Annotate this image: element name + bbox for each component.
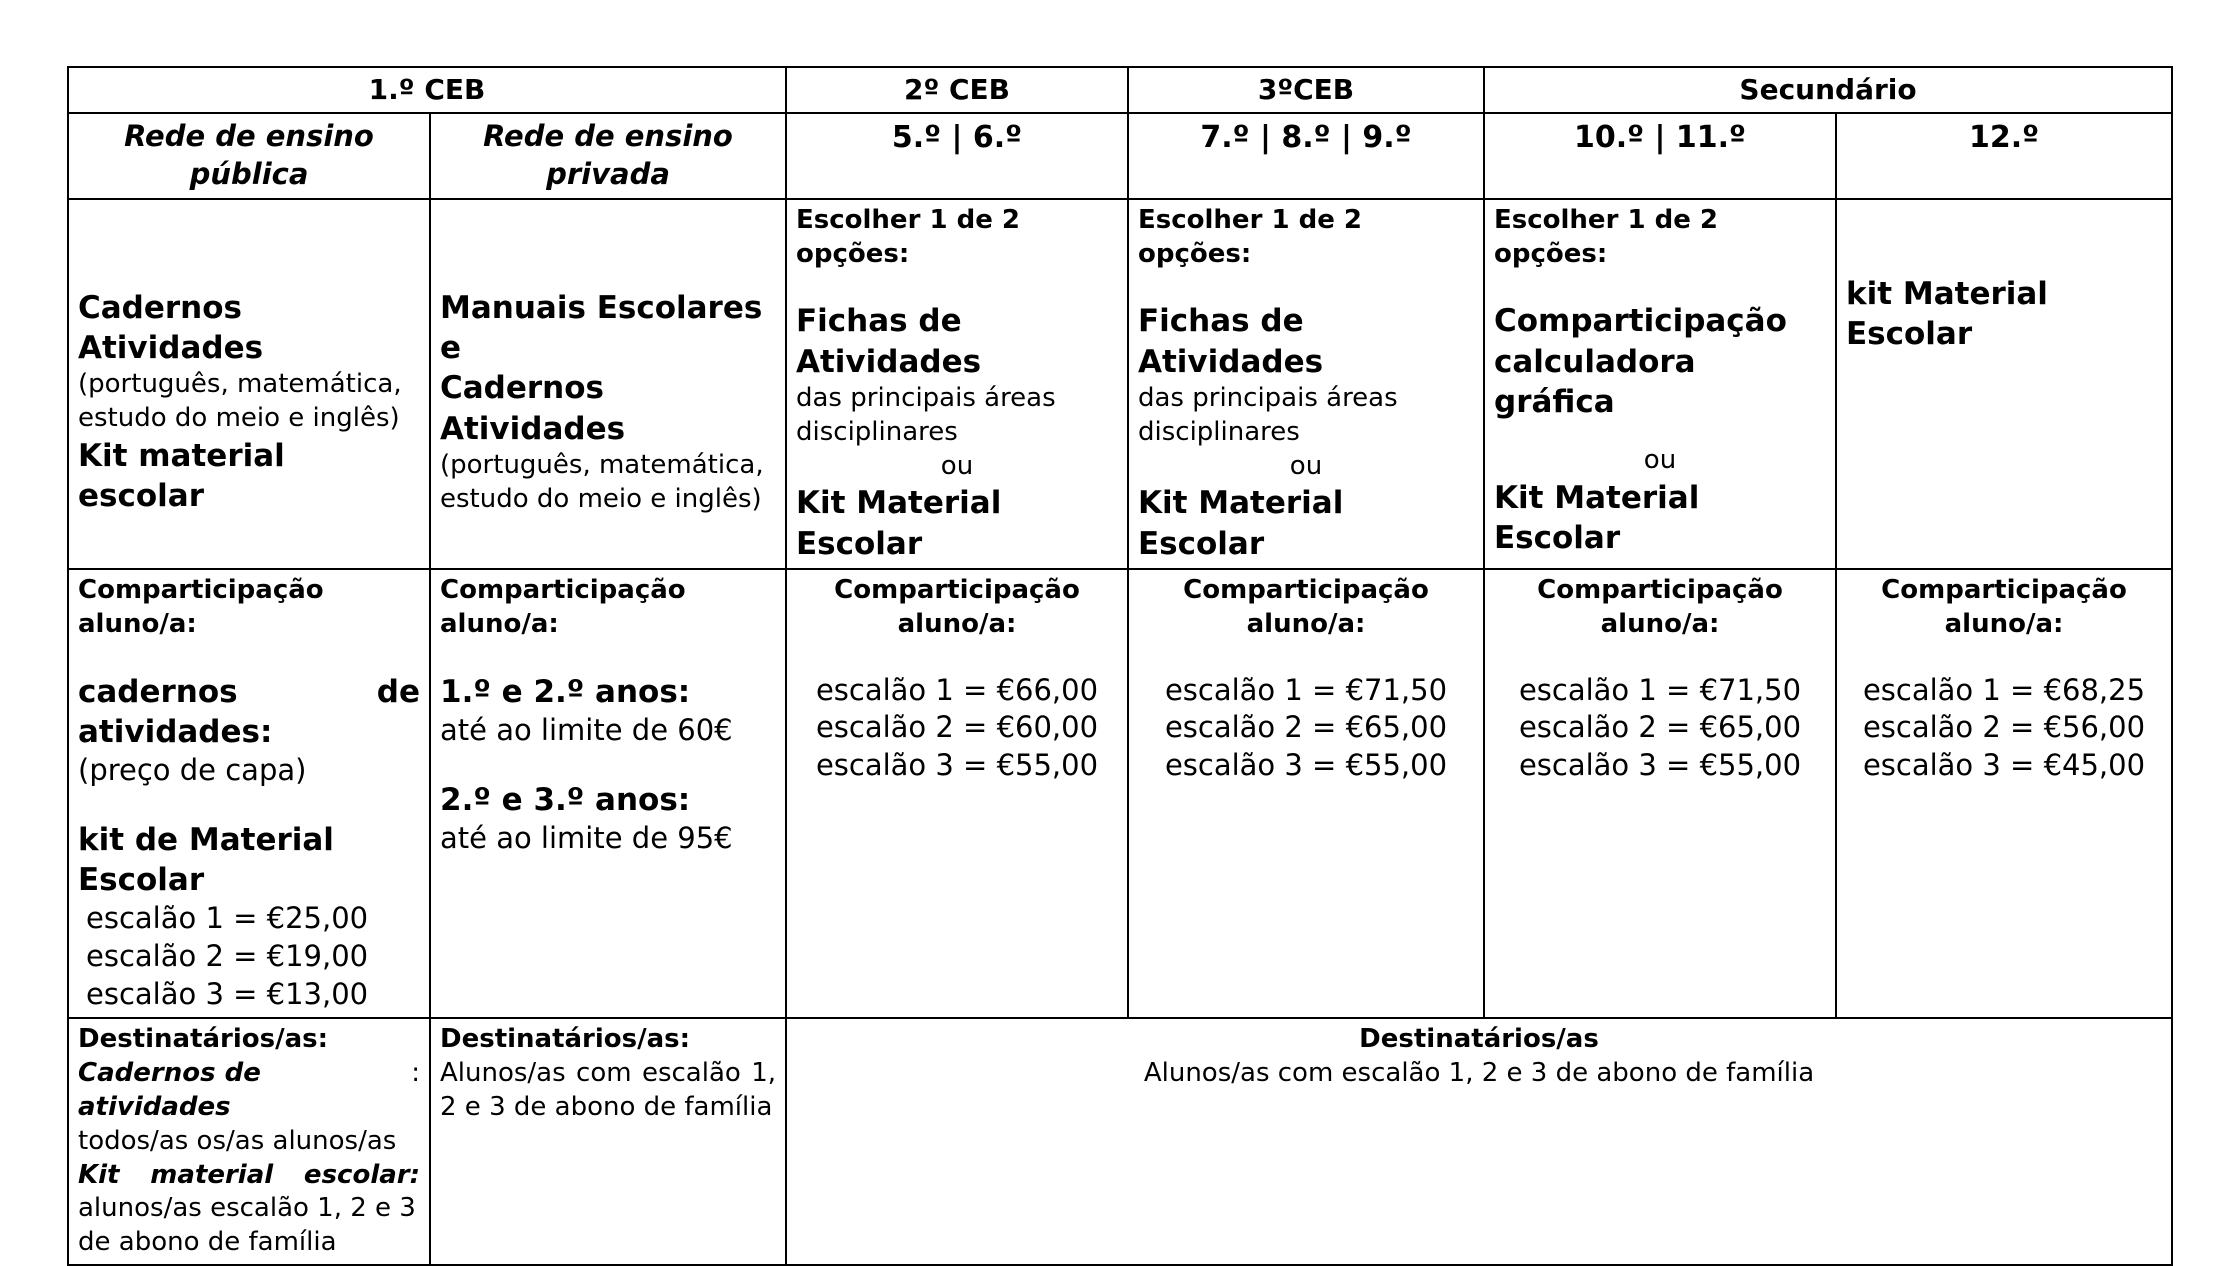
recipients-publica-cad-colon: : (411, 1058, 420, 1089)
contrib-privada-b-title: 2.º e 3.º anos: (440, 781, 691, 818)
contrib-publica-cad-word2: de (376, 673, 420, 710)
recipients-privada-label: Destinatários/as: (440, 1024, 691, 1055)
contrib-3ceb-e1: escalão 1 = €71,50 (1164, 672, 1448, 707)
contrib-3ceb (1128, 569, 1484, 1019)
offer-2ceb-or: ou (940, 450, 974, 481)
subheader-row (68, 113, 2172, 198)
offer-publica-kit: Kit material escolar (78, 437, 285, 515)
contrib-publica-price: (preço de capa) (78, 753, 307, 788)
offer-row (68, 199, 2172, 569)
recipients-publica-kit-text1: alunos/as escalão 1, 2 e 3 (78, 1193, 416, 1224)
subheader-privada-line1: Rede de ensino (483, 119, 733, 154)
contrib-3ceb-label2: aluno/a: (1246, 608, 1366, 639)
contrib-sec-10-11-label1: Comparticipação (1537, 574, 1783, 605)
contrib-sec-12-e1: escalão 1 = €68,25 (1862, 672, 2146, 707)
offer-privada-title2: Cadernos Atividades (440, 370, 626, 447)
contrib-privada-label2: aluno/a: (440, 608, 559, 639)
recipients-privada-text: Alunos/as com escalão 1, 2 e 3 de abono de família (440, 1058, 776, 1123)
contrib-publica-label2: aluno/a: (78, 608, 197, 639)
offer-2ceb-choose: Escolher 1 de 2 opções: (796, 204, 1020, 269)
subheader-year-12: 12.º (1836, 113, 2172, 198)
contrib-sec-10-11-e2: escalão 2 = €65,00 (1518, 710, 1802, 745)
contrib-publica-label1: Comparticipação (78, 574, 324, 605)
recipients-others (786, 1018, 2172, 1265)
level-1ceb: 1.º CEB (68, 67, 786, 113)
contrib-privada-a-value: até ao limite de 60€ (440, 712, 733, 747)
support-table (67, 66, 2173, 1266)
recipients-publica-cad-text: todos/as os/as alunos/as (78, 1125, 397, 1156)
offer-sec-10-11-or: ou (1643, 445, 1677, 476)
recipients-row (68, 1018, 2172, 1265)
recipients-others-text: Alunos/as com escalão 1, 2 e 3 de abono de família (1143, 1058, 1815, 1089)
recipients-publica-kit-label: Kit material escolar: (78, 1159, 420, 1190)
contrib-sec-12-e2: escalão 2 = €56,00 (1862, 710, 2146, 745)
offer-3ceb (1128, 199, 1484, 569)
recipients-others-label: Destinatários/as (1359, 1024, 1599, 1055)
contrib-2ceb-e1: escalão 1 = €66,00 (815, 672, 1099, 707)
contrib-privada-a-title: 1.º e 2.º anos: (440, 673, 691, 710)
subheader-years-7-9: 7.º | 8.º | 9.º (1128, 113, 1484, 198)
offer-privada-sub1: (português, matemática, (440, 449, 764, 480)
offer-privada-sub2: estudo do meio e inglês) (440, 483, 762, 514)
contrib-publica-cad-line1 (78, 672, 420, 712)
recipients-publica-cad-line (78, 1057, 420, 1125)
recipients-publica (68, 1018, 430, 1265)
offer-sec-12-kit: kit Material Escolar (1846, 275, 2048, 353)
contrib-3ceb-label1: Comparticipação (1183, 574, 1429, 605)
offer-sec-10-11-title2: calculadora gráfica (1494, 343, 1696, 420)
recipients-privada (430, 1018, 786, 1265)
offer-sec-10-11-kit: Kit Material Escolar (1494, 480, 1700, 557)
contrib-publica-e2: escalão 2 = €19,00 (86, 939, 369, 974)
recipients-publica-kit-text2: de abono de família (78, 1227, 337, 1258)
offer-sec-10-11 (1484, 199, 1836, 569)
offer-2ceb (786, 199, 1128, 569)
recipients-publica-label: Destinatários/as: (78, 1024, 329, 1055)
contrib-sec-10-11-e1: escalão 1 = €71,50 (1518, 672, 1802, 707)
offer-sec-10-11-title1: Comparticipação (1494, 303, 1787, 340)
offer-3ceb-title: Fichas de Atividades (1138, 303, 1324, 380)
offer-sec-10-11-choose: Escolher 1 de 2 opções: (1494, 204, 1718, 269)
contrib-2ceb-e3: escalão 3 = €55,00 (815, 747, 1099, 782)
contrib-3ceb-e2: escalão 2 = €65,00 (1164, 710, 1448, 745)
offer-sec-12 (1836, 199, 2172, 569)
offer-publica-title: Cadernos Atividades (78, 289, 264, 367)
subheader-years-10-11: 10.º | 11.º (1484, 113, 1836, 198)
contrib-privada-label1: Comparticipação (440, 574, 686, 605)
contrib-publica (68, 569, 430, 1019)
offer-3ceb-sub2: disciplinares (1138, 416, 1300, 447)
contrib-sec-10-11-label2: aluno/a: (1600, 608, 1720, 639)
contrib-2ceb-label2: aluno/a: (897, 608, 1017, 639)
contrib-publica-cad-line2: atividades: (78, 713, 273, 750)
level-3ceb: 3ºCEB (1128, 67, 1484, 113)
offer-publica-sub2: estudo do meio e inglês) (78, 403, 400, 434)
contrib-2ceb (786, 569, 1128, 1019)
level-secundario: Secundário (1484, 67, 2172, 113)
contrib-sec-12-label1: Comparticipação (1881, 574, 2127, 605)
offer-2ceb-sub1: das principais áreas (796, 382, 1056, 413)
contrib-privada-b-value: até ao limite de 95€ (440, 820, 733, 855)
subheader-privada (430, 113, 786, 198)
level-header-row (68, 67, 2172, 113)
contrib-sec-10-11-e3: escalão 3 = €55,00 (1518, 747, 1802, 782)
contrib-sec-10-11 (1484, 569, 1836, 1019)
offer-3ceb-choose: Escolher 1 de 2 opções: (1138, 204, 1362, 269)
contrib-publica-cad-word1: cadernos (78, 673, 238, 710)
offer-2ceb-kit: Kit Material Escolar (796, 485, 1002, 562)
offer-3ceb-sub1: das principais áreas (1138, 382, 1398, 413)
contrib-sec-12-label2: aluno/a: (1944, 608, 2064, 639)
contrib-privada (430, 569, 786, 1019)
contrib-publica-e1: escalão 1 = €25,00 (86, 901, 369, 936)
offer-2ceb-sub2: disciplinares (796, 416, 958, 447)
subheader-years-5-6: 5.º | 6.º (786, 113, 1128, 198)
contrib-2ceb-e2: escalão 2 = €60,00 (815, 710, 1099, 745)
contrib-publica-kit: kit de Material Escolar (78, 821, 334, 899)
contrib-sec-12-e3: escalão 3 = €45,00 (1862, 747, 2146, 782)
offer-privada (430, 199, 786, 569)
contrib-3ceb-e3: escalão 3 = €55,00 (1164, 747, 1448, 782)
subheader-publica: Rede de ensino pública (68, 113, 430, 198)
recipients-publica-cad-label: Cadernos de atividades (78, 1058, 261, 1123)
offer-publica-sub1: (português, matemática, (78, 369, 402, 400)
offer-2ceb-title: Fichas de Atividades (796, 303, 982, 380)
offer-publica (68, 199, 430, 569)
offer-3ceb-kit: Kit Material Escolar (1138, 485, 1344, 562)
offer-3ceb-or: ou (1289, 450, 1323, 481)
level-2ceb: 2º CEB (786, 67, 1128, 113)
offer-privada-title1: Manuais Escolares e (440, 289, 763, 367)
contrib-sec-12 (1836, 569, 2172, 1019)
contribution-row (68, 569, 2172, 1019)
contrib-publica-e3: escalão 3 = €13,00 (86, 976, 369, 1011)
contrib-2ceb-label1: Comparticipação (834, 574, 1080, 605)
subheader-privada-line2: privada (546, 157, 670, 192)
